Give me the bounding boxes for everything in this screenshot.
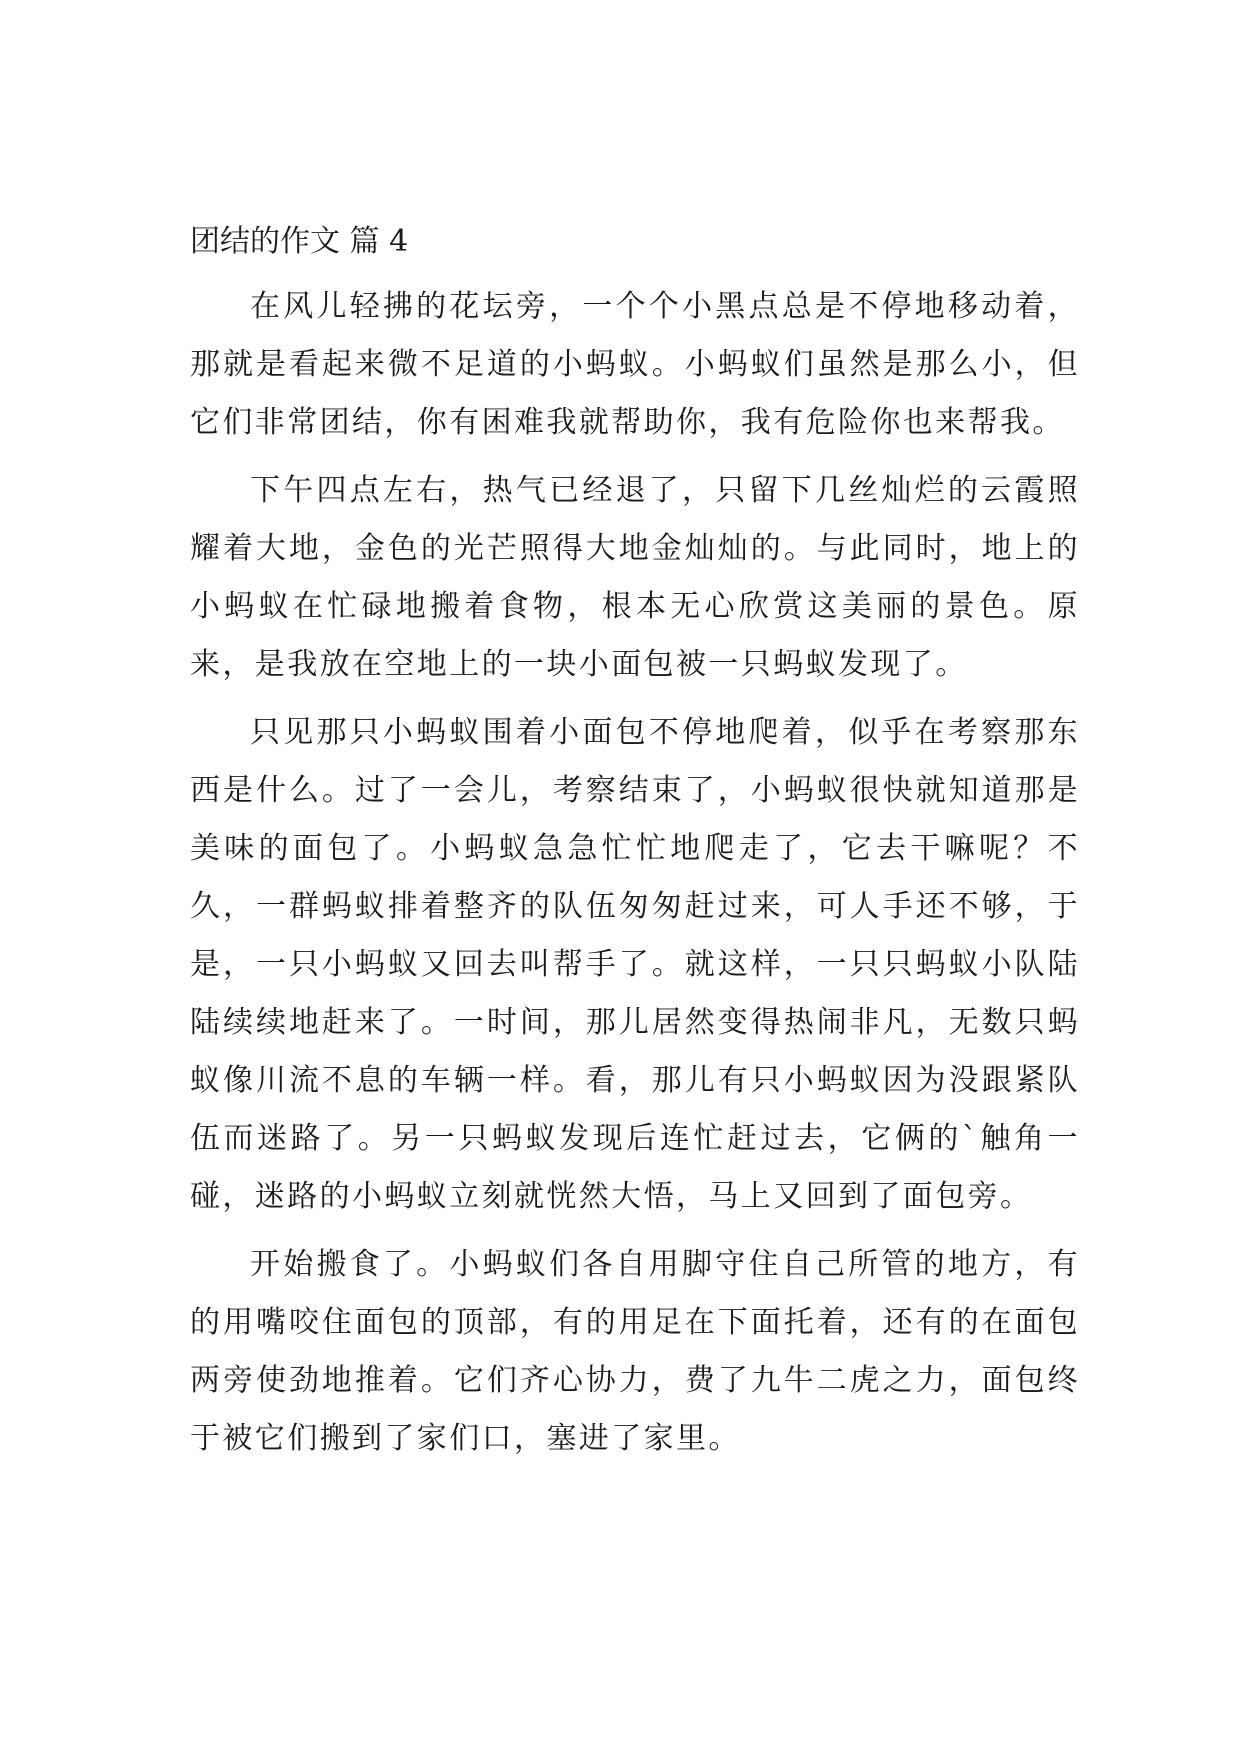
document-body (190, 278, 1080, 1478)
paragraph-4: 开始搬食了。小蚂蚁们各自用脚守住自己所管的地方，有的用嘴咬住面包的顶部，有的用足在下面托着，还有的在面包两旁使劲地推着。它们齐心协力，费了九牛二虎之力，面包终于被它们搬到了家们口，塞进了家里。 (190, 1247, 1080, 1456)
paragraph-1: 在风儿轻拂的花坛旁，一个个小黑点总是不停地移动着，那就是看起来微不足道的小蚂蚁。小蚂蚁们虽然是那么小，但它们非常团结，你有困难我就帮助你，我有危险你也来帮我。 (190, 289, 1080, 440)
paragraph-3: 只见那只小蚂蚁围着小面包不停地爬着，似乎在考察那东西是什么。过了一会儿，考察结束了，小蚂蚁很快就知道那是美味的面包了。小蚂蚁急急忙忙地爬走了，它去干嘛呢？不久，一群蚂蚁排着整齐的队伍匆匆赶过来，可人手还不够，于是，一只小蚂蚁又回去叫帮手了。就这样，一只只蚂蚁小队陆陆续续地赶来了。一时间，那儿居然变得热闹非凡，无数只蚂蚁像川流不息的车辆一样。看，那儿有只小蚂蚁因为没跟紧队伍而迷路了。另一只蚂蚁发现后连忙赶过去，它俩的`触角一碰，迷路的小蚂蚁立刻就恍然大悟，马上又回到了面包旁。 (190, 715, 1080, 1214)
paragraph-2: 下午四点左右，热气已经退了，只留下几丝灿烂的云霞照耀着大地，金色的光芒照得大地金灿灿的。与此同时，地上的小蚂蚁在忙碌地搬着食物，根本无心欣赏这美丽的景色。原来，是我放在空地上的一块小面包被一只蚂蚁发现了。 (190, 473, 1080, 682)
document-title: 团结的作文 篇 4 (190, 224, 409, 259)
